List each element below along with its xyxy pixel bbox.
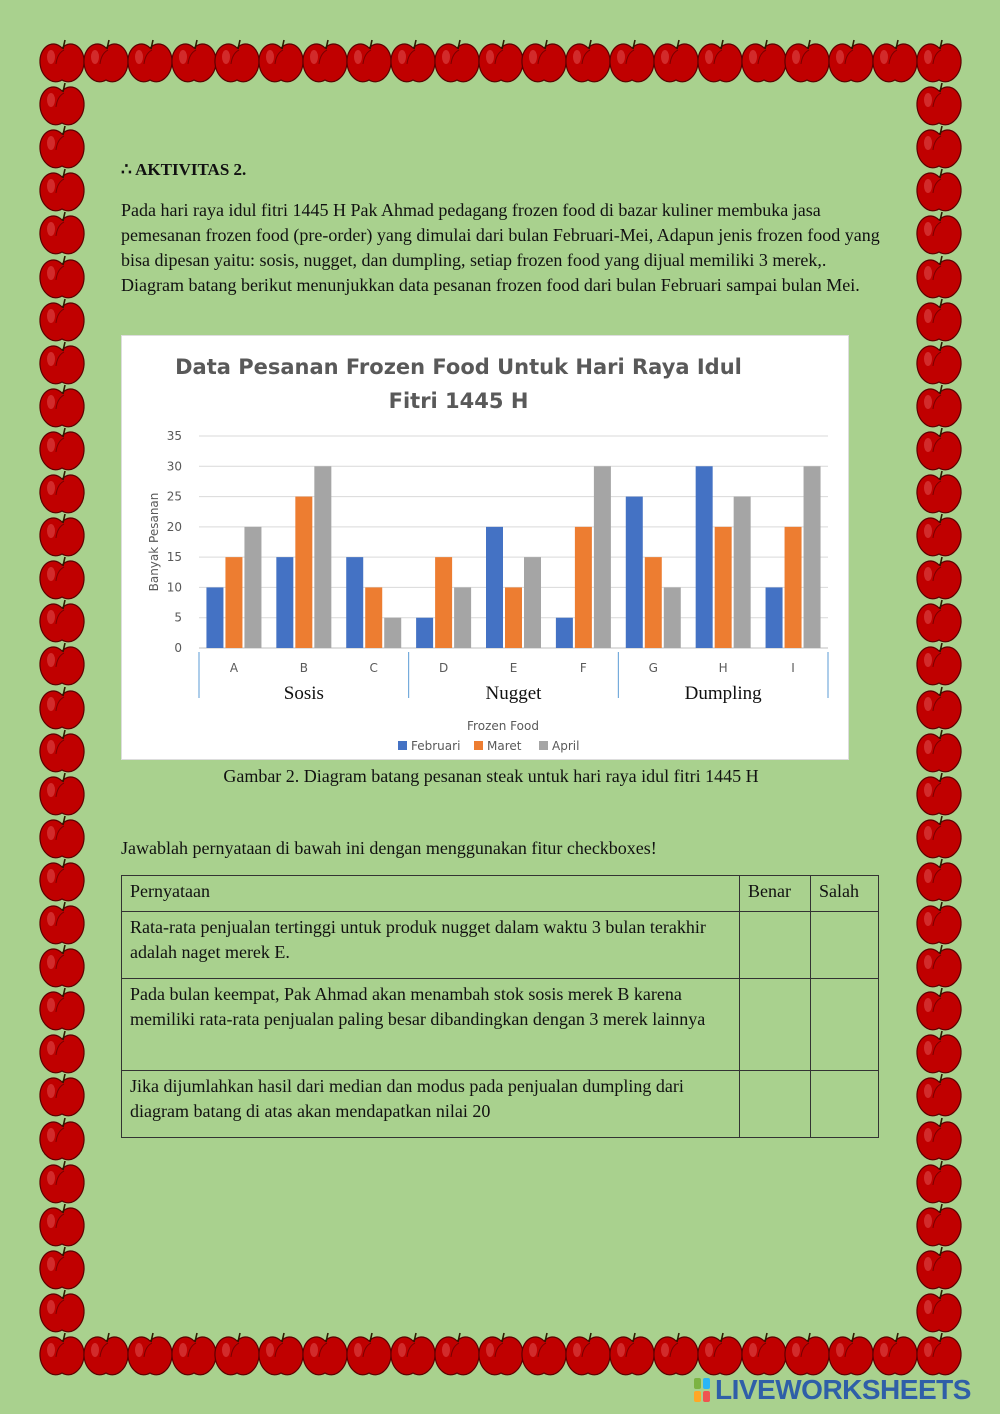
apple-icon — [128, 40, 172, 82]
apple-icon — [40, 557, 84, 599]
bar-april-g — [664, 587, 681, 648]
apple-icon — [917, 514, 961, 556]
apple-icon — [259, 1333, 303, 1375]
apple-icon — [829, 1333, 873, 1375]
apple-icon — [917, 1118, 961, 1160]
apple-icon — [917, 471, 961, 513]
bar-april-i — [804, 466, 821, 648]
apple-icon — [40, 600, 84, 642]
apple-icon — [128, 1333, 172, 1375]
apple-icon — [347, 1333, 391, 1375]
bar-maret-g — [645, 557, 662, 648]
apple-icon — [917, 1031, 961, 1073]
apple-icon — [303, 40, 347, 82]
apple-icon — [654, 40, 698, 82]
apple-icon — [40, 1333, 84, 1375]
intro-paragraph: Pada hari raya idul fitri 1445 H Pak Ahmad pedagang frozen food di bazar kuliner membuka jasa pemesanan frozen food (pre-order) yang dimulai dari bulan Februari-Mei, Adapun jenis frozen food yang bisa dipesan yaitu: sosis, nugget, dan dumpling, setiap frozen food yang dijual memiliki 3 merek,. Diagram batang berikut menunjukkan data pesanan frozen food dari bulan Februari sampai bulan Mei. — [121, 200, 880, 295]
apple-icon — [84, 40, 128, 82]
apple-icon — [479, 1333, 523, 1375]
bar-maret-e — [505, 587, 522, 648]
bar-februari-g — [626, 497, 643, 648]
apple-icon — [40, 428, 84, 470]
group-label: Dumpling — [684, 683, 762, 704]
figure-caption: Gambar 2. Diagram batang pesanan steak untuk hari raya idul fitri 1445 H — [223, 766, 759, 786]
statement-2-salah-checkbox[interactable] — [811, 979, 879, 1071]
apple-icon — [917, 256, 961, 298]
apple-icon — [40, 945, 84, 987]
statement-1-benar-checkbox[interactable] — [740, 912, 811, 979]
y-tick-label: 25 — [166, 489, 182, 504]
apple-icon — [259, 40, 303, 82]
apple-icon — [40, 816, 84, 858]
bar-april-a — [244, 527, 261, 648]
x-tick-label: D — [438, 661, 449, 675]
apple-icon — [40, 773, 84, 815]
apple-icon — [917, 643, 961, 685]
bar-februari-e — [486, 527, 503, 648]
apple-icon — [654, 1333, 698, 1375]
legend-label: Maret — [487, 739, 522, 753]
apple-icon — [785, 1333, 829, 1375]
bar-maret-a — [225, 557, 242, 648]
apple-icon — [40, 687, 84, 729]
apple-icon — [917, 1204, 961, 1246]
y-tick-label: 30 — [166, 459, 182, 474]
chart-svg — [122, 336, 848, 759]
y-tick-label: 35 — [166, 429, 182, 443]
apple-icon — [610, 40, 654, 82]
statement-3: Jika dijumlahkan hasil dari median dan modus pada penjualan dumpling dari diagram batang di atas akan mendapatkan nilai 20 — [122, 1071, 740, 1138]
apple-icon — [698, 40, 742, 82]
apple-icon — [917, 83, 961, 125]
apple-icon — [522, 1333, 566, 1375]
apple-icon — [84, 1333, 128, 1375]
y-axis-label: Banyak Pesanan — [147, 492, 161, 592]
apple-icon — [391, 1333, 435, 1375]
header-benar: Benar — [740, 876, 811, 912]
y-tick-label: 5 — [174, 610, 182, 625]
apple-icon — [873, 40, 917, 82]
apple-icon — [40, 471, 84, 513]
apple-icon — [917, 126, 961, 168]
apple-icon — [917, 385, 961, 427]
statement-3-salah-checkbox[interactable] — [811, 1071, 879, 1138]
apple-icon — [917, 169, 961, 211]
brand-name: LIVEWORKSHEETS — [715, 1374, 971, 1405]
y-tick-label: 0 — [174, 641, 182, 655]
apple-icon — [917, 299, 961, 341]
group-label: Nugget — [485, 683, 542, 704]
apple-icon — [40, 1074, 84, 1116]
apple-icon — [917, 212, 961, 254]
apple-icon — [40, 1031, 84, 1073]
apple-icon — [40, 40, 84, 82]
chart-title-line: Data Pesanan Frozen Food Untuk Hari Raya Idul — [175, 355, 742, 379]
apple-icon — [479, 40, 523, 82]
bar-februari-f — [556, 618, 573, 648]
bar-februari-b — [276, 557, 293, 648]
apple-icon — [215, 40, 259, 82]
x-tick-label: E — [509, 661, 518, 675]
statement-2: Pada bulan keempat, Pak Ahmad akan menambah stok sosis merek B karena memiliki rata-rata penjualan paling besar dibandingkan dengan 3 merek lainnya — [122, 979, 740, 1071]
apple-icon — [917, 1290, 961, 1332]
apple-icon — [40, 256, 84, 298]
apple-icon — [917, 600, 961, 642]
apple-icon — [917, 816, 961, 858]
x-tick-label: A — [229, 661, 239, 675]
apple-icon — [917, 945, 961, 987]
apple-icon — [172, 40, 216, 82]
apple-icon — [917, 1247, 961, 1289]
bar-maret-b — [295, 497, 312, 648]
apple-icon — [917, 687, 961, 729]
apple-icon — [435, 1333, 479, 1375]
apple-icon — [829, 40, 873, 82]
apple-icon — [40, 83, 84, 125]
x-tick-label: F — [579, 661, 587, 675]
bar-april-h — [734, 497, 751, 648]
apple-icon — [347, 40, 391, 82]
table-row — [122, 912, 879, 979]
apple-icon — [698, 1333, 742, 1375]
apple-icon — [917, 1333, 961, 1375]
apple-icon — [40, 342, 84, 384]
legend-label: April — [552, 739, 580, 753]
x-tick-label: C — [369, 661, 378, 675]
apple-icon — [40, 514, 84, 556]
apple-icon — [917, 773, 961, 815]
apple-icon — [40, 385, 84, 427]
bar-april-e — [524, 557, 541, 648]
header-pernyataan: Pernyataan — [122, 876, 740, 912]
apple-icon — [40, 1247, 84, 1289]
legend-swatch — [539, 741, 548, 750]
x-tick-label: H — [718, 661, 728, 675]
statement-table — [121, 875, 879, 1138]
bar-april-f — [594, 466, 611, 648]
liveworksheets-icon — [693, 1377, 711, 1403]
apple-icon — [785, 40, 829, 82]
apple-icon — [435, 40, 479, 82]
statement-2-benar-checkbox[interactable] — [740, 979, 811, 1071]
apple-icon — [40, 859, 84, 901]
legend-swatch — [398, 741, 407, 750]
apple-icon — [40, 1204, 84, 1246]
apple-icon — [917, 342, 961, 384]
apple-icon — [917, 1161, 961, 1203]
bar-chart — [121, 335, 849, 760]
bar-maret-f — [575, 527, 592, 648]
apple-icon — [742, 1333, 786, 1375]
x-axis-label: Frozen Food — [467, 719, 539, 733]
apple-icon — [40, 212, 84, 254]
statement-3-benar-checkbox[interactable] — [740, 1071, 811, 1138]
apple-icon — [40, 988, 84, 1030]
y-tick-label: 10 — [166, 580, 182, 595]
bar-april-d — [454, 587, 471, 648]
statement-1-salah-checkbox[interactable] — [811, 912, 879, 979]
apple-icon — [40, 1161, 84, 1203]
apple-icon — [917, 988, 961, 1030]
apple-icon — [917, 902, 961, 944]
apple-icon — [391, 40, 435, 82]
apple-icon — [303, 1333, 347, 1375]
apple-icon — [40, 902, 84, 944]
x-tick-label: G — [648, 661, 658, 675]
apple-icon — [917, 1074, 961, 1116]
legend-swatch — [474, 741, 483, 750]
apple-icon — [522, 40, 566, 82]
statement-1: Rata-rata penjualan tertinggi untuk produk nugget dalam waktu 3 bulan terakhir adalah naget merek E. — [122, 912, 740, 979]
table-row — [122, 1071, 879, 1138]
apple-icon — [566, 40, 610, 82]
table-header-row — [122, 876, 879, 912]
instruction-text: Jawablah pernyataan di bawah ini dengan menggunakan fitur checkboxes! — [121, 838, 657, 858]
header-salah: Salah — [811, 876, 879, 912]
table-row — [122, 979, 879, 1071]
apple-icon — [40, 126, 84, 168]
apple-icon — [40, 169, 84, 211]
y-tick-label: 20 — [166, 519, 182, 534]
bar-februari-h — [696, 466, 713, 648]
apple-icon — [742, 40, 786, 82]
activity-heading: ∴ AKTIVITAS 2. — [121, 160, 247, 179]
bar-april-b — [314, 466, 331, 648]
apple-icon — [40, 299, 84, 341]
liveworksheets-logo[interactable] — [693, 1375, 971, 1405]
bar-maret-i — [785, 527, 802, 648]
apple-icon — [917, 40, 961, 82]
bar-maret-c — [365, 587, 382, 648]
y-tick-label: 15 — [166, 550, 182, 565]
group-label: Sosis — [283, 683, 324, 704]
apple-icon — [40, 1290, 84, 1332]
apple-icon — [610, 1333, 654, 1375]
bar-april-c — [384, 618, 401, 648]
apple-icon — [917, 730, 961, 772]
x-tick-label: I — [791, 661, 795, 675]
bar-februari-d — [416, 618, 433, 648]
legend-label: Februari — [411, 739, 461, 753]
apple-icon — [172, 1333, 216, 1375]
apple-icon — [566, 1333, 610, 1375]
apple-icon — [40, 1118, 84, 1160]
bar-februari-i — [766, 587, 783, 648]
x-tick-label: B — [299, 661, 308, 675]
apple-icon — [40, 643, 84, 685]
apple-icon — [917, 428, 961, 470]
apple-icon — [917, 859, 961, 901]
apple-icon — [40, 730, 84, 772]
bar-februari-c — [346, 557, 363, 648]
chart-title-line: Fitri 1445 H — [388, 389, 529, 413]
bar-maret-d — [435, 557, 452, 648]
apple-icon — [215, 1333, 259, 1375]
bar-maret-h — [715, 527, 732, 648]
apple-icon — [917, 557, 961, 599]
apple-icon — [873, 1333, 917, 1375]
bar-februari-a — [206, 587, 223, 648]
